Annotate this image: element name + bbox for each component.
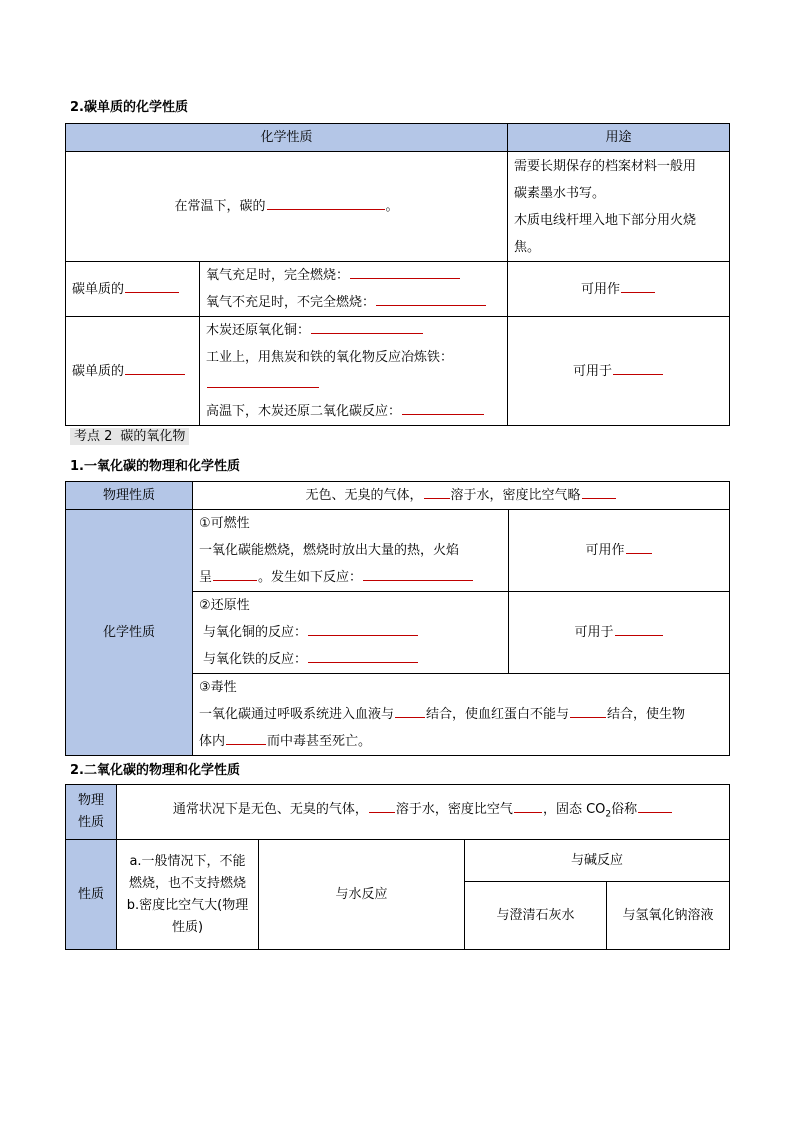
co2-prop-cell bbox=[117, 840, 259, 950]
co2-phys-text: 俗称 bbox=[611, 801, 638, 817]
toxicity-text: 体内 bbox=[199, 734, 226, 749]
complete-combustion-text: 氧气充足时，完全燃烧： bbox=[206, 268, 350, 283]
reducibility-title: ②还原性 bbox=[199, 598, 250, 613]
reduction-use-cell bbox=[508, 317, 730, 426]
co-phys-text: 溶于水，密度比空气略 bbox=[450, 488, 581, 503]
prop-text: b.密度比空气大(物理 bbox=[126, 897, 249, 913]
cuo-reaction-text: 与氧化铜的反应： bbox=[203, 625, 308, 640]
section-heading-carbon: 2.碳单质的化学性质 bbox=[70, 100, 188, 115]
header-chem-properties: 化学性质 bbox=[66, 124, 508, 152]
period: 。 bbox=[385, 199, 399, 214]
answer-blank[interactable] bbox=[369, 811, 395, 813]
answer-blank[interactable] bbox=[621, 291, 655, 293]
reduction-cell bbox=[200, 317, 508, 426]
prop-text: 性质) bbox=[171, 919, 204, 935]
room-temp-text: 在常温下，碳的 bbox=[174, 199, 266, 214]
co2-alkali-cell: 与碱反应 bbox=[465, 840, 730, 882]
answer-blank[interactable] bbox=[350, 277, 460, 279]
combustion-use-cell bbox=[508, 262, 730, 317]
answer-blank[interactable] bbox=[226, 743, 266, 745]
co2-phys-text: ，固态 CO bbox=[542, 801, 606, 817]
answer-blank[interactable] bbox=[638, 811, 672, 813]
use-text: 可用作 bbox=[585, 543, 625, 558]
kaodian-label: 考点 2 bbox=[70, 428, 116, 445]
combustibility-text: 呈 bbox=[199, 570, 213, 585]
co-fuel-use-cell bbox=[509, 510, 730, 592]
room-temp-cell bbox=[66, 152, 508, 262]
answer-blank[interactable] bbox=[308, 661, 418, 663]
co-reduction-use-cell bbox=[509, 592, 730, 674]
combustion-cell bbox=[200, 262, 508, 317]
co-chem-label: 化学性质 bbox=[66, 510, 193, 756]
use-line: 焦。 bbox=[514, 239, 541, 255]
label-text: 物理 bbox=[77, 793, 104, 808]
co-heading: 1.一氧化碳的物理和化学性质 bbox=[70, 459, 240, 474]
co-properties-table bbox=[65, 481, 730, 756]
answer-blank[interactable] bbox=[125, 291, 179, 293]
answer-blank[interactable] bbox=[424, 497, 450, 499]
answer-blank[interactable] bbox=[213, 579, 257, 581]
toxicity-text: 结合，使血红蛋白不能与 bbox=[426, 707, 570, 722]
combustibility-title: ①可燃性 bbox=[199, 516, 250, 531]
answer-blank[interactable] bbox=[376, 304, 486, 306]
co2-phys-label bbox=[66, 785, 117, 840]
co2-naoh-cell: 与氢氧化钠溶液 bbox=[607, 882, 730, 950]
use-line: 需要长期保存的档案材料一般用 bbox=[514, 158, 697, 174]
answer-blank[interactable] bbox=[267, 208, 385, 210]
answer-blank[interactable] bbox=[582, 497, 616, 499]
toxicity-title: ③毒性 bbox=[199, 680, 237, 695]
use-line: 木质电线杆埋入地下部分用火烧 bbox=[514, 212, 697, 228]
co-phys-cell bbox=[193, 482, 730, 510]
co2-phys-cell bbox=[117, 785, 730, 840]
answer-blank[interactable] bbox=[514, 811, 542, 813]
answer-blank[interactable] bbox=[363, 579, 473, 581]
co2-phys-text: 通常状况下是无色、无臭的气体， bbox=[172, 801, 368, 817]
use-text: 可用于 bbox=[573, 363, 613, 379]
use-text: 可用作 bbox=[581, 281, 621, 297]
toxicity-text: 结合，使生物 bbox=[607, 707, 686, 722]
prop-text: 燃烧，也不支持燃烧 bbox=[128, 875, 246, 891]
subscript: 2 bbox=[605, 809, 612, 820]
co2-reduction-text: 高温下，木炭还原二氧化碳反应： bbox=[206, 404, 402, 419]
answer-blank[interactable] bbox=[626, 552, 652, 554]
answer-blank[interactable] bbox=[402, 413, 484, 415]
co2-heading: 2.二氧化碳的物理和化学性质 bbox=[70, 763, 240, 778]
co-phys-label: 物理性质 bbox=[66, 482, 193, 510]
combustibility-label-cell bbox=[66, 262, 200, 317]
carbon-properties-table bbox=[65, 123, 730, 426]
answer-blank[interactable] bbox=[308, 634, 418, 636]
cuo-reduction-text: 木炭还原氧化铜： bbox=[206, 323, 311, 338]
toxicity-text: 而中毒甚至死亡。 bbox=[267, 734, 372, 749]
iron-smelting-text: 工业上，用焦炭和铁的氧化物反应冶炼铁： bbox=[206, 350, 454, 365]
reducibility-label-cell bbox=[66, 317, 200, 426]
answer-blank[interactable] bbox=[570, 716, 606, 718]
header-uses: 用途 bbox=[508, 124, 730, 152]
label-text: 碳单质的 bbox=[72, 363, 125, 379]
combustibility-text: 一氧化碳能燃烧，燃烧时放出大量的热，火焰 bbox=[199, 543, 460, 558]
co2-prop-label: 性质 bbox=[66, 840, 117, 950]
answer-blank[interactable] bbox=[615, 634, 663, 636]
co2-limewater-cell: 与澄清石灰水 bbox=[465, 882, 607, 950]
co-combustibility-cell bbox=[193, 510, 509, 592]
use-text: 可用于 bbox=[574, 625, 614, 640]
fe2o3-reaction-text: 与氧化铁的反应： bbox=[203, 652, 308, 667]
prop-text: a.一般情况下，不能 bbox=[129, 853, 246, 869]
answer-blank[interactable] bbox=[125, 373, 185, 375]
kaodian-heading bbox=[70, 425, 189, 444]
co2-properties-table bbox=[65, 784, 730, 950]
co-toxicity-cell bbox=[193, 674, 730, 756]
toxicity-text: 一氧化碳通过呼吸系统进入血液与 bbox=[199, 707, 395, 722]
incomplete-combustion-text: 氧气不充足时，不完全燃烧： bbox=[206, 295, 376, 310]
answer-blank[interactable] bbox=[311, 332, 423, 334]
co2-phys-text: 溶于水，密度比空气 bbox=[395, 801, 513, 817]
label-text: 性质 bbox=[77, 815, 104, 830]
co-reducibility-cell bbox=[193, 592, 509, 674]
room-temp-uses bbox=[508, 152, 730, 262]
answer-blank[interactable] bbox=[395, 716, 425, 718]
co2-water-cell: 与水反应 bbox=[259, 840, 465, 950]
answer-blank[interactable] bbox=[207, 386, 319, 388]
answer-blank[interactable] bbox=[613, 373, 663, 375]
kaodian-title: 碳的氧化物 bbox=[116, 428, 189, 445]
use-line: 碳素墨水书写。 bbox=[514, 185, 606, 201]
label-text: 碳单质的 bbox=[72, 281, 125, 297]
co-phys-text: 无色、无臭的气体， bbox=[305, 488, 423, 503]
combustibility-text: 。发生如下反应： bbox=[258, 570, 363, 585]
